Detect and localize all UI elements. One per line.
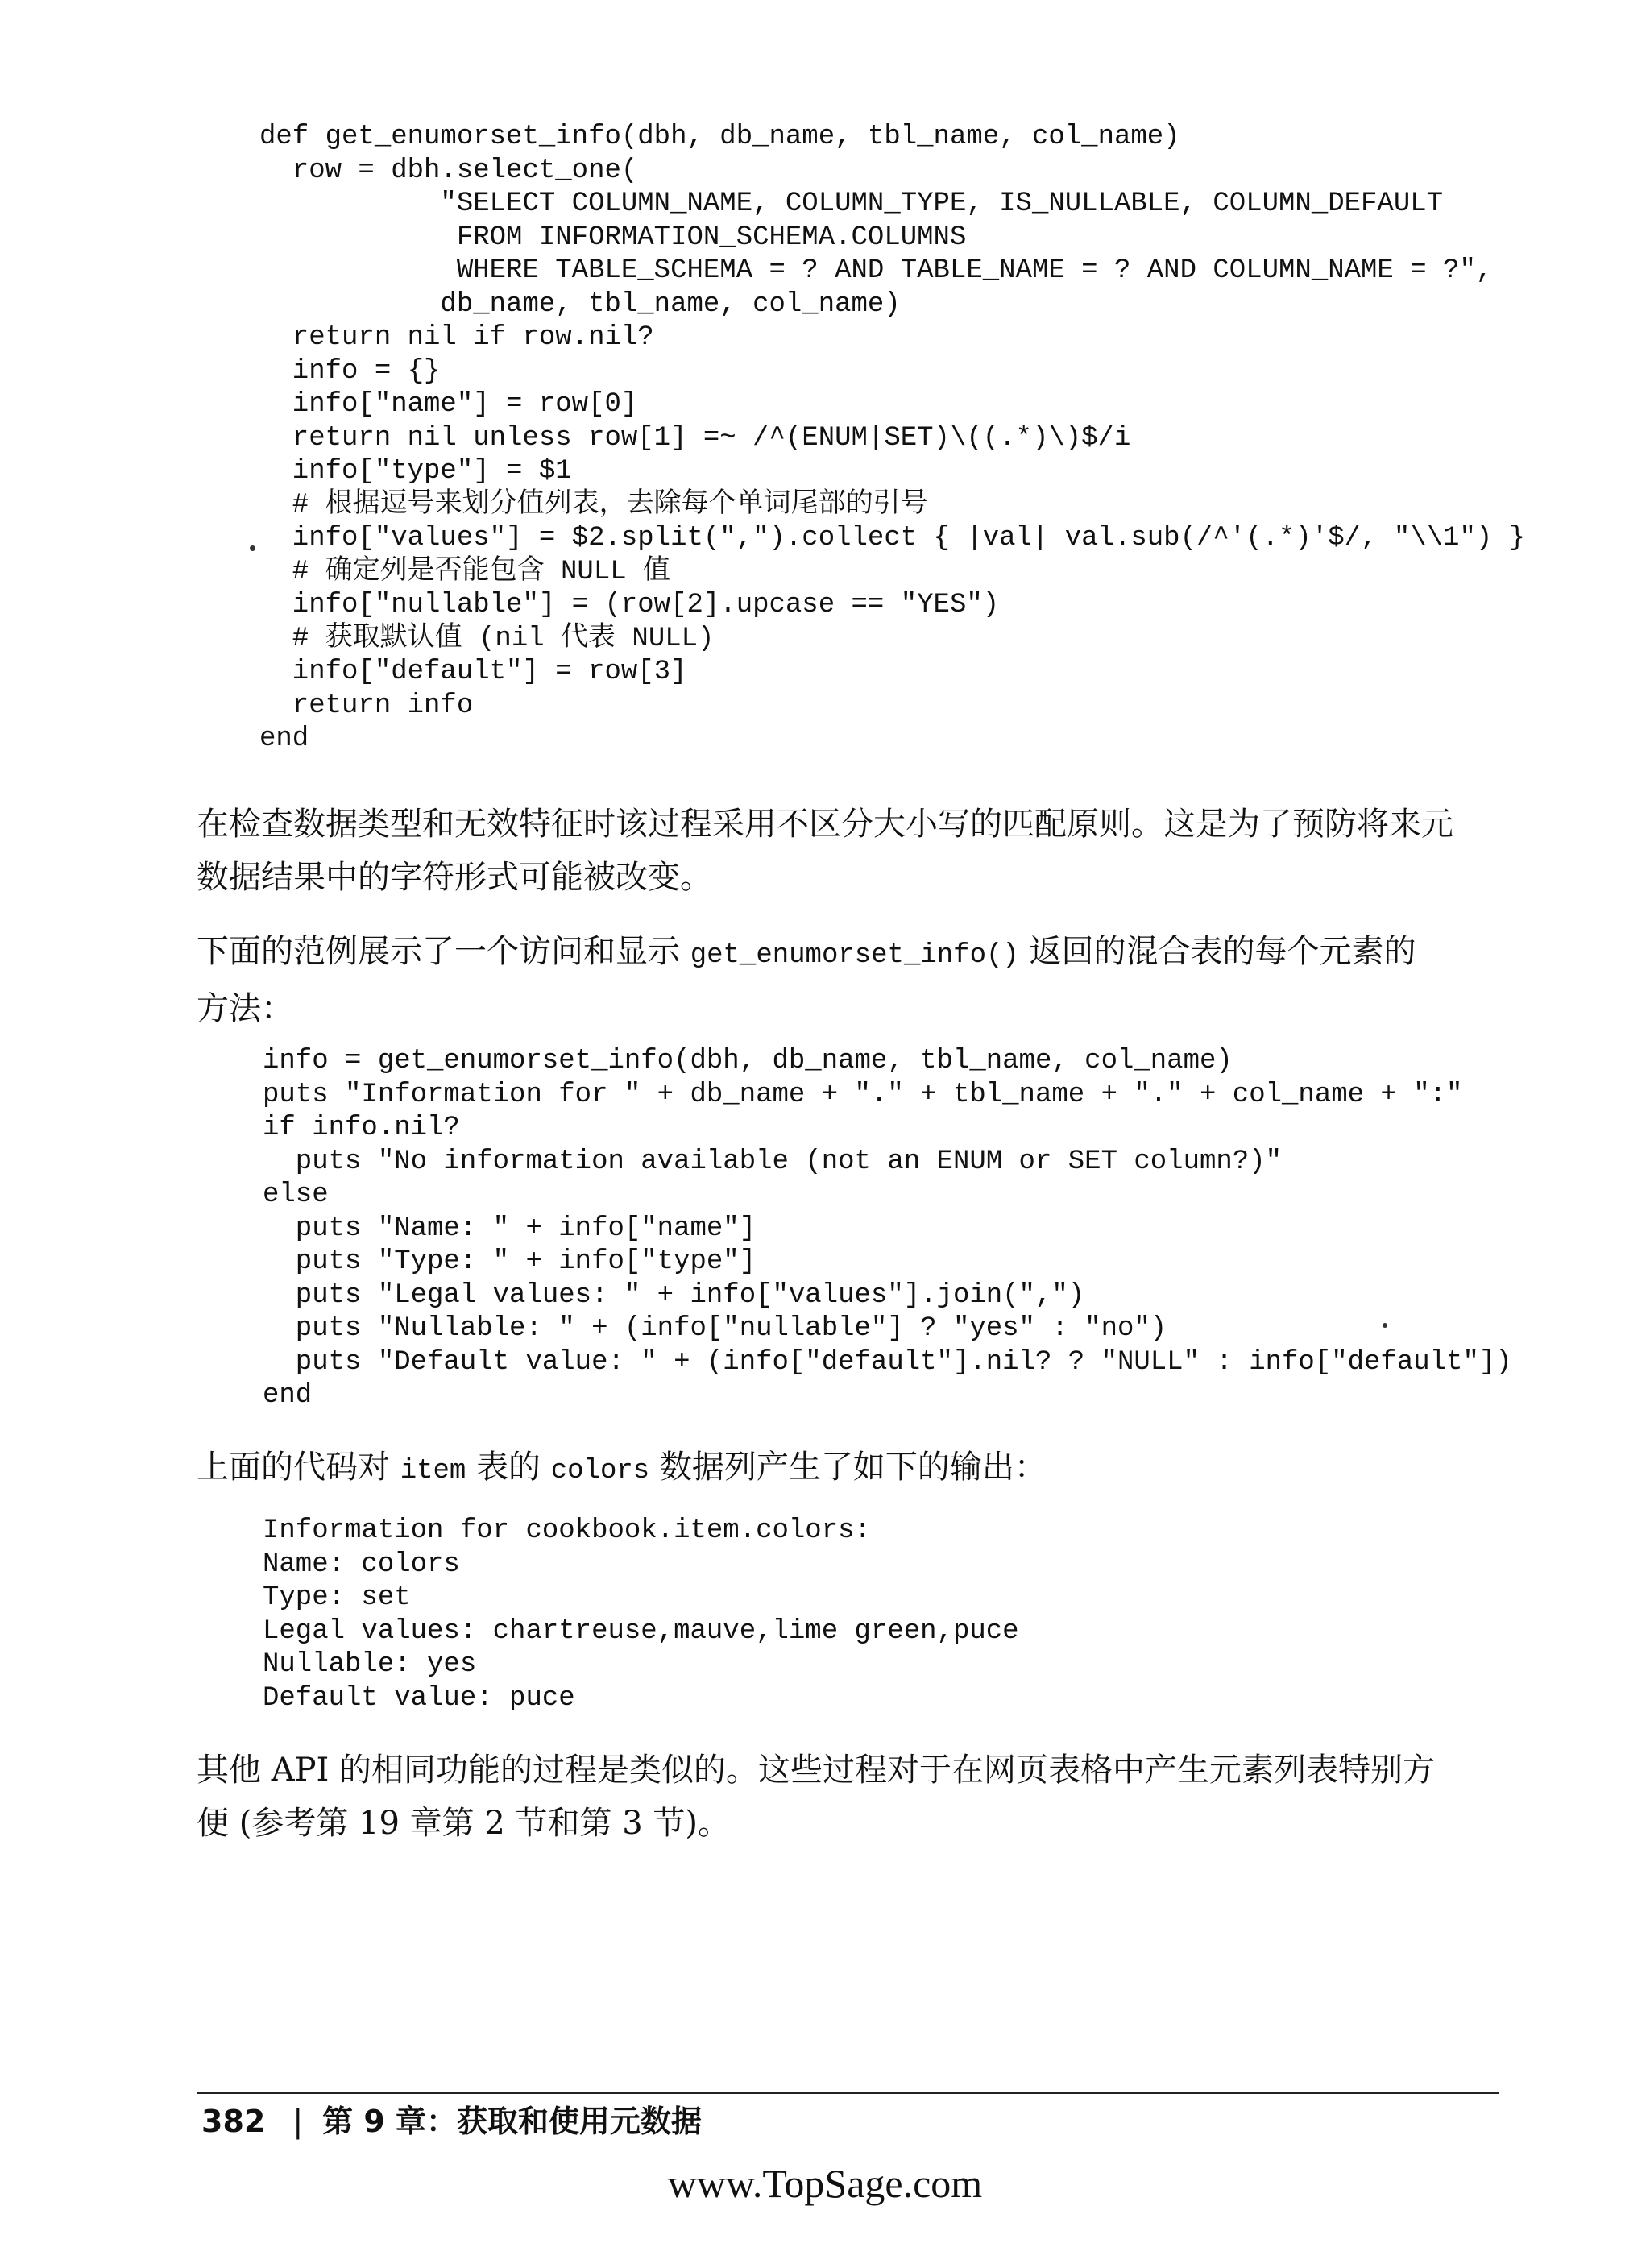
- inline-code: colors: [550, 1456, 650, 1486]
- chapter-title: 第 9 章：获取和使用元数据: [322, 2104, 703, 2139]
- code-line: def get_enumorset_info(dbh, db_name, tbl_name, col_name): [259, 122, 1180, 152]
- code-line: info = get_enumorset_info(dbh, db_name, tbl_name, col_name): [263, 1046, 1233, 1076]
- paragraph-line: 在检查数据类型和无效特征时该过程采用不区分大小写的匹配原则。这是为了预防将来元: [197, 806, 1453, 843]
- paragraph-text: 数据列产生了如下的输出：: [649, 1449, 1047, 1486]
- paragraph-line: 其他 API 的相同功能的过程是类似的。这些过程对于在网页表格中产生元素列表特别方: [197, 1752, 1436, 1789]
- scan-speck: [250, 545, 255, 551]
- code-line: # 获取默认值 (nil 代表 NULL): [259, 623, 715, 654]
- code-line: Name: colors: [263, 1549, 460, 1580]
- code-block-enumorset-function: [259, 121, 1525, 757]
- paragraph-output-intro: [197, 1441, 1478, 1498]
- code-line: Legal values: chartreuse,mauve,lime green,puce: [263, 1615, 1019, 1647]
- code-line: "SELECT COLUMN_NAME, COLUMN_TYPE, IS_NULLABLE, COLUMN_DEFAULT: [259, 189, 1444, 219]
- code-line: # 确定列是否能包含 NULL 值: [259, 556, 671, 587]
- paragraph-text: 表的: [466, 1449, 551, 1486]
- code-line: puts "Nullable: " + (info["nullable"] ? "yes" : "no"): [263, 1313, 1167, 1344]
- paragraph-line: 方法：: [197, 990, 293, 1027]
- code-line: Default value: puce: [263, 1682, 575, 1714]
- code-line: Information for cookbook.item.colors:: [263, 1515, 871, 1546]
- code-line: return nil unless row[1] =~ /^(ENUM|SET)\((.*)\)$/i: [259, 422, 1131, 454]
- paragraph-text: 下面的范例展示了一个访问和显示: [197, 933, 690, 970]
- code-line: puts "Default value: " + (info["default"].nil? ? "NULL" : info["default"]): [263, 1346, 1512, 1378]
- code-line: info["nullable"] = (row[2].upcase == "YES"): [259, 590, 1000, 620]
- code-block-output: [263, 1515, 1019, 1715]
- code-line: FROM INFORMATION_SCHEMA.COLUMNS: [259, 222, 967, 253]
- code-line: Nullable: yes: [263, 1649, 477, 1680]
- paragraph-line: 数据结果中的字符形式可能被改变。: [197, 859, 712, 896]
- code-line: info["default"] = row[3]: [259, 657, 687, 687]
- code-line: WHERE TABLE_SCHEMA = ? AND TABLE_NAME = ? AND COLUMN_NAME = ?",: [259, 255, 1493, 286]
- page-footer: [201, 2101, 702, 2142]
- code-line: # 根据逗号来划分值列表，去除每个单词尾部的引号: [259, 489, 928, 520]
- code-line: puts "Legal values: " + info["values"].join(","): [263, 1279, 1085, 1311]
- code-line: Type: set: [263, 1582, 411, 1613]
- code-line: info["name"] = row[0]: [259, 389, 638, 420]
- code-line: return nil if row.nil?: [259, 322, 654, 353]
- code-line: puts "Type: " + info["type"]: [263, 1246, 757, 1277]
- code-line: puts "Information for " + db_name + "." + tbl_name + "." + col_name + ":": [263, 1079, 1463, 1110]
- paragraph-line: [197, 1441, 1478, 1498]
- inline-code: item: [400, 1456, 466, 1486]
- code-line: info["type"] = $1: [259, 456, 572, 487]
- code-line: puts "No information available (not an ENUM or SET column?)": [263, 1146, 1283, 1177]
- inline-code: get_enumorset_info(): [690, 940, 1019, 971]
- code-line: info["values"] = $2.split(",").collect { |val| val.sub(/^'(.*)'$/, "\\1") }: [259, 523, 1526, 554]
- paragraph-example-intro: [197, 925, 1478, 1035]
- paragraph-other-apis: [197, 1743, 1478, 1850]
- code-line: end: [263, 1380, 313, 1411]
- code-line: db_name, tbl_name, col_name): [259, 288, 901, 320]
- watermark: www.TopSage.com: [667, 2161, 983, 2206]
- footer-separator: |: [292, 2104, 304, 2139]
- code-line: row = dbh.select_one(: [259, 155, 638, 186]
- code-line: info = {}: [259, 355, 441, 387]
- footer-rule: [197, 2092, 1499, 2094]
- code-line: if info.nil?: [263, 1113, 460, 1143]
- paragraph-line: 便 (参考第 19 章第 2 节和第 3 节)。: [197, 1805, 731, 1842]
- code-line: puts "Name: " + info["name"]: [263, 1213, 757, 1244]
- paragraph-text: 返回的混合表的每个元素的: [1018, 933, 1416, 970]
- paragraph-text: 上面的代码对: [197, 1449, 400, 1486]
- code-line: return info: [259, 690, 474, 721]
- code-line: end: [259, 724, 309, 754]
- scan-speck: [1383, 1323, 1387, 1328]
- paragraph-case-insensitive: [197, 798, 1478, 904]
- paragraph-line: [197, 925, 1478, 982]
- code-line: else: [263, 1180, 329, 1210]
- code-block-display-example: [263, 1045, 1512, 1413]
- page-number: 382: [201, 2104, 266, 2139]
